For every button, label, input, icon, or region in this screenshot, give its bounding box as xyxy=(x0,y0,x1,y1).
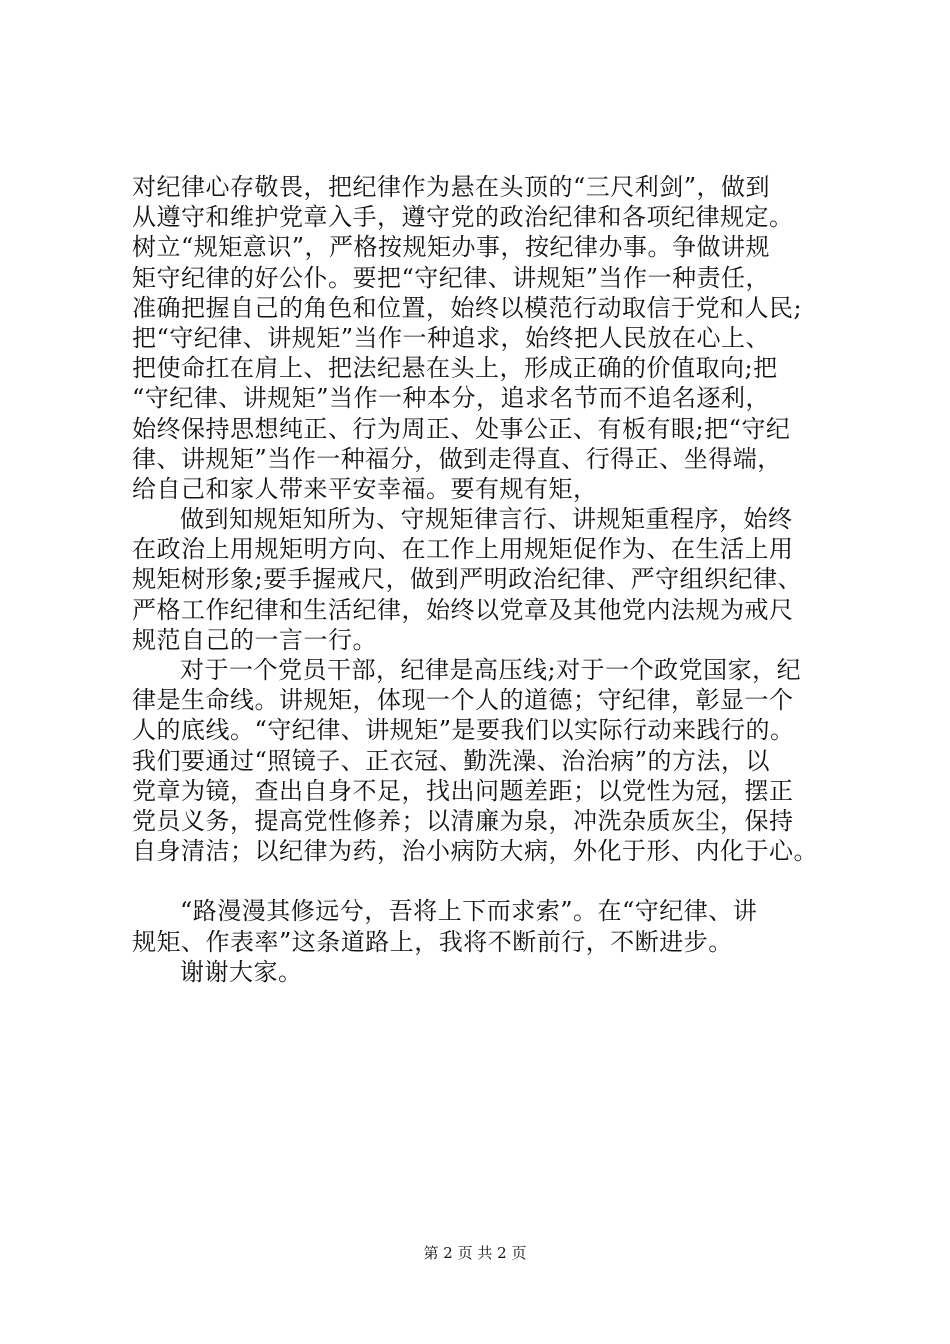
text-line: 我们要通过“照镜子、正衣冠、勤洗澡、治治病”的方法，以 xyxy=(132,746,771,775)
paragraph xyxy=(132,172,832,504)
text-line: 给自己和家人带来平安幸福。要有规有矩， xyxy=(132,474,598,503)
page-number-footer: 第 2 页 共 2 页 xyxy=(423,1244,527,1262)
paragraph-gap xyxy=(132,866,832,896)
text-line: 准确把握自己的角色和位置，始终以模范行动取信于党和人民; xyxy=(132,293,803,322)
text-line: 做到知规矩知所为、守规矩律言行、讲规矩重程序，始终 xyxy=(180,505,793,534)
text-line: 严格工作纪律和生活纪律，始终以党章及其他党内法规为戒尺 xyxy=(132,595,794,624)
text-line: 把“守纪律、讲规矩”当作一种追求，始终把人民放在心上、 xyxy=(132,323,771,352)
paragraph xyxy=(132,655,832,866)
text-line: 规矩、作表率”这条道路上，我将不断前行，不断进步。 xyxy=(132,927,733,956)
paragraph xyxy=(132,896,832,956)
text-line: 人的底线。“守纪律、讲规矩”是要我们以实际行动来践行的。 xyxy=(132,716,795,745)
text-line: 在政治上用规矩明方向、在工作上用规矩促作为、在生活上用 xyxy=(132,535,794,564)
text-line: 把使命扛在肩上、把法纪悬在头上，形成正确的价值取向;把 xyxy=(132,354,778,383)
text-line: 党章为镜，查出自身不足，找出问题差距；以党性为冠，摆正 xyxy=(132,776,794,805)
text-line: 律是生命线。讲规矩，体现一个人的道德；守纪律，彰显一个 xyxy=(132,686,794,715)
document-body xyxy=(132,172,832,987)
text-line: 规矩树形象;要手握戒尺，做到严明政治纪律、严守组织纪律、 xyxy=(132,565,803,594)
paragraph xyxy=(132,957,832,987)
paragraph xyxy=(132,504,832,655)
text-line: 谢谢大家。 xyxy=(180,957,303,986)
text-line: 始终保持思想纯正、行为周正、处事公正、有板有眼;把“守纪 xyxy=(132,414,791,443)
text-line: 律、讲规矩”当作一种福分，做到走得直、行得正、坐得端， xyxy=(132,444,782,473)
text-line: 对纪律心存敬畏，把纪律作为悬在头顶的“三尺利剑”，做到 xyxy=(132,173,771,201)
text-line: 党员义务，提高党性修养；以清廉为泉，冲洗杂质灰尘，保持 xyxy=(132,806,794,835)
text-line: “守纪律、讲规矩”当作一种本分，追求名节而不追名逐利， xyxy=(132,384,771,413)
text-line: 树立“规矩意识”，严格按规矩办事，按纪律办事。争做讲规 xyxy=(132,233,771,262)
text-line: 从遵守和维护党章入手，遵守党的政治纪律和各项纪律规定。 xyxy=(132,203,794,232)
text-line: 矩守纪律的好公仆。要把“守纪律、讲规矩”当作一种责任， xyxy=(132,263,771,292)
text-line: 自身清洁；以纪律为药，治小病防大病，外化于形、内化于心。 xyxy=(132,837,818,866)
text-line: “路漫漫其修远兮，吾将上下而求索”。在“守纪律、讲 xyxy=(180,897,758,926)
text-line: 规范自己的一言一行。 xyxy=(132,625,377,654)
text-line: 对于一个党员干部，纪律是高压线;对于一个政党国家，纪 xyxy=(180,656,802,684)
